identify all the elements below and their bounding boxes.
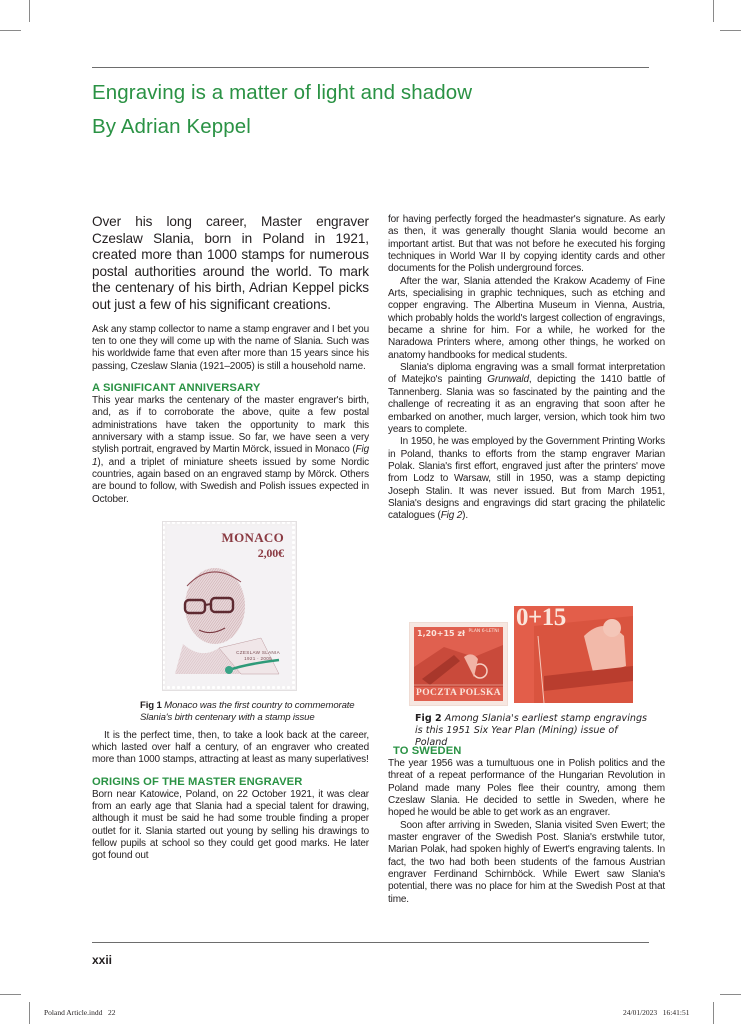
- crop-mark: [0, 30, 21, 31]
- stamp-plan-label: PLAN 6-LETNI: [468, 629, 499, 634]
- figure-2-caption: Fig 2 Among Slania's earliest stamp engravings is this 1951 Six Year Plan (Mining) issue of Poland: [415, 713, 648, 748]
- crop-mark: [29, 1002, 30, 1024]
- slug-filename: Poland Article.indd 22: [44, 1008, 116, 1017]
- bottom-rule: [92, 942, 649, 943]
- section-heading: ORIGINS OF THE MASTER ENGRAVER: [92, 775, 303, 788]
- stamp-detail-value: 0+15: [516, 606, 566, 631]
- body-paragraph: This year marks the centenary of the master engraver's birth, and, as if to corroborate the above, quite a few postal administrations have taken the opportunity to mark this anniversary with a stamp issue. So far, we have seen a very stylish portrait, engraved by Martin Mörck, issued in Monaco (Fig 1), and a triplet of miniature sheets issued by some Nordic countries, again based on an engraved stamp by Mörck. Others are bound to follow, with Swedish and Polish issues expected in October.: [92, 394, 369, 505]
- poland-stamp-image: [410, 623, 507, 705]
- article-title: Engraving is a matter of light and shadow: [92, 81, 473, 104]
- column-right-lower: [388, 745, 665, 906]
- body-paragraph: Soon after arriving in Sweden, Slania visited Sven Ewert; the master engraver of the Swedish Post. Slania's erstwhile tutor, Marian Polak, had spoken highly of Ewert's engraving talents. In fact, the two had both been students of the famous Austrian engraver Ferdinand Schirnböck. While Ewert saw Slania's potential, there was no place for him at the Swedish Post at that time.: [388, 819, 665, 905]
- stamp-country: MONACO: [221, 530, 284, 546]
- article-byline: By Adrian Keppel: [92, 115, 251, 138]
- body-paragraph: After the war, Slania attended the Krakow Academy of Fine Arts, specialising in graphic techniques, such as etching and copper engraving. The Albertina Museum in Vienna, Austria, which probably holds the world's largest collection of engravings, became a shrine for him. For a while, he worked for the Naradowa Printers where, among other things, he worked on anatomy handbooks for medical students.: [388, 275, 665, 361]
- crop-mark: [720, 30, 741, 31]
- figure-1: [92, 522, 369, 724]
- figure-1-caption: Fig 1 Monaco was the first country to commemorate Slania's birth centenary with a stamp issue: [140, 700, 355, 723]
- stamp-value: 1,20+15 zł: [417, 629, 465, 638]
- intro-paragraph: Ask any stamp collector to name a stamp engraver and I bet you ten to one they will come up with the name of Slania. Such was his worldwide fame that even after more than 15 years since his passing, Czeslaw Slania (1921–2005) is still a household name.: [92, 323, 369, 372]
- crop-mark: [29, 0, 30, 22]
- column-left: [92, 214, 369, 863]
- stamp-country: POCZTA POLSKA: [416, 688, 501, 698]
- page-number: xxii: [92, 953, 113, 967]
- slug-timestamp: 24/01/2023 16:41:51: [623, 1008, 690, 1017]
- body-paragraph: Slania's diploma engraving was a small format interpretation of Matejko's painting Grunwald, depicting the 1410 battle of Tannenberg. Slania was so fascinated by the painting and the challenge of recreating it as an engraving that soon after he embarked on another, much larger, version, which took him two years to complete.: [388, 362, 665, 435]
- section-heading: TO SWEDEN: [393, 745, 462, 757]
- standfirst: Over his long career, Master engraver Czeslaw Slania, born in Poland in 1921, created more than 1000 stamps for numerous postal authorities around the world. To mark the centenary of his birth, Adrian Keppel picks out just a few of his significant creations.: [92, 214, 369, 312]
- crop-mark: [720, 994, 741, 995]
- column-right: [388, 214, 665, 523]
- body-paragraph: Born near Katowice, Poland, on 22 October 1921, it was clear from an early age that Slania had a special talent for drawing, although it must be said he had some trouble finding a proper outlet for it. Slania started out young by selling his drawings to fellow pupils at school so they could get good marks. He later got found out: [92, 788, 369, 862]
- crop-mark: [713, 1002, 714, 1024]
- body-paragraph: The year 1956 was a tumultuous one in Polish politics and the threat of a repeat performance of the Hungarian Revolution in Poland made many Poles flee their country, among them Czeslaw Slania. He decided to settle in Sweden, where he hoped he would be able to get work as an engraver.: [388, 758, 665, 819]
- body-paragraph: In 1950, he was employed by the Government Printing Works in Poland, thanks to efforts from the stamp engraver Marian Polak. Slania's first effort, engraved just after the printers' move from Lodz to Warsaw, still in 1950, was a stamp depicting Joseph Stalin. It was never issued. But from March 1951, Slania's designs and engravings did start gracing the philatelic catalogues (Fig 2).: [388, 436, 665, 522]
- stamp-subject: CZESLAW SLANIA 1921 · 2005: [236, 650, 280, 662]
- body-paragraph: for having perfectly forged the headmaster's signature. As early as then, it was generally thought Slania would become an important artist. But that was not before he executed his forging techniques in World War II by copying identity cards and other documents for the Polish underground forces.: [388, 214, 665, 275]
- poland-stamp-detail-image: [514, 606, 633, 703]
- section-heading: A SIGNIFICANT ANNIVERSARY: [92, 381, 261, 394]
- crop-mark: [0, 994, 21, 995]
- body-paragraph: It is the perfect time, then, to take a look back at the career, which lasted over half a century, of an engraver who created more than 1000 stamps, attracting at least as many superlatives!: [92, 729, 369, 766]
- crop-mark: [713, 0, 714, 22]
- stamp-value: 2,00€: [257, 546, 284, 561]
- top-rule: [92, 67, 649, 68]
- portrait-engraving-icon: [171, 556, 289, 684]
- monaco-stamp-image: [163, 522, 296, 690]
